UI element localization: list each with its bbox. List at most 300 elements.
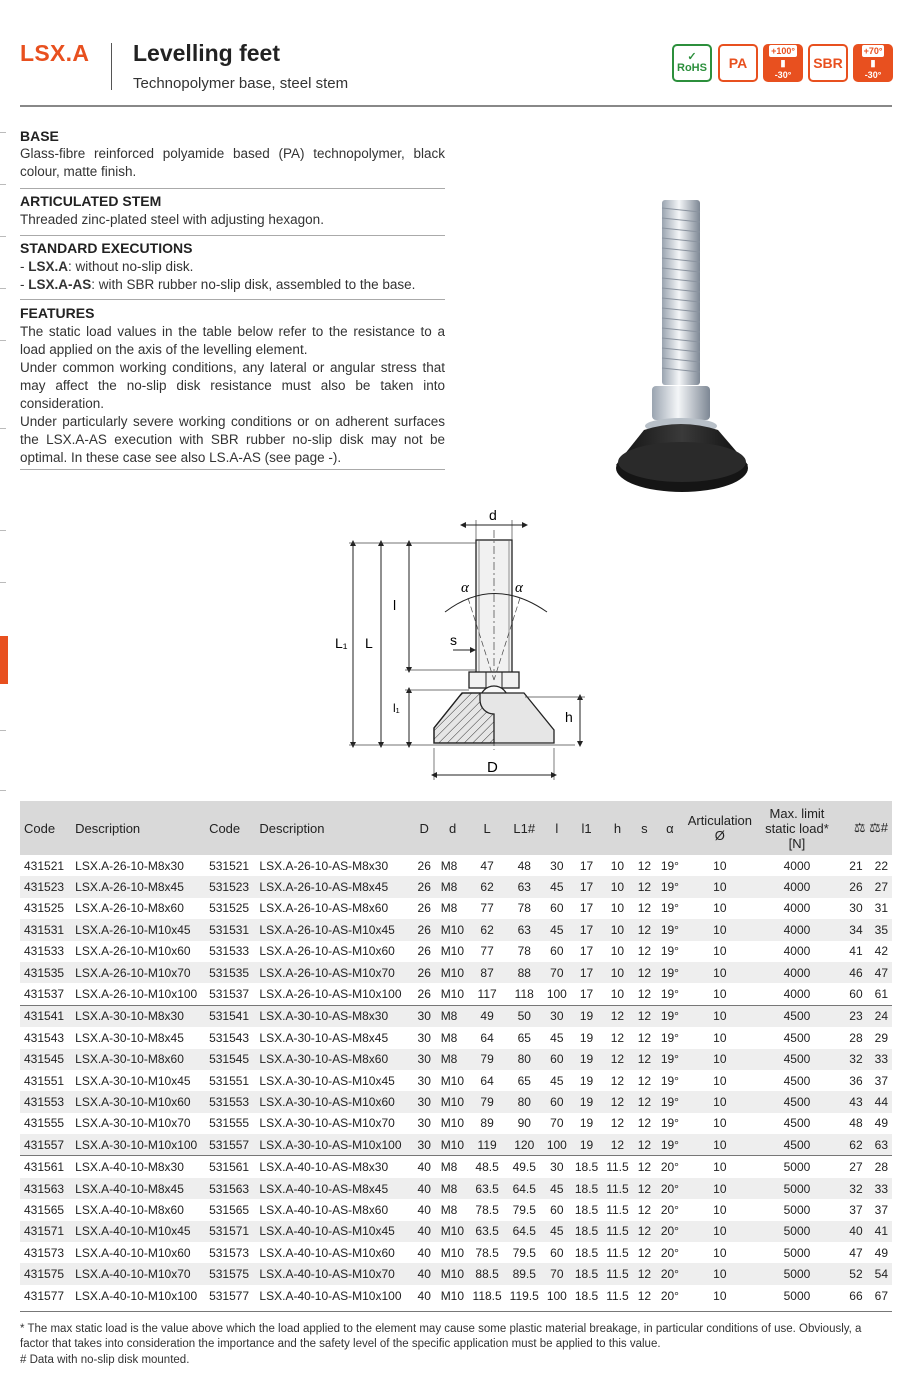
table-cell: 87 [469,962,506,983]
active-section-tab[interactable] [0,636,8,684]
base-heading: BASE [20,128,59,144]
table-cell [838,1070,892,1091]
table-cell: 20° [656,1263,684,1284]
table-cell: M8 [437,876,469,897]
table-cell: 4000 [756,876,838,897]
table-cell: 11.5 [602,1221,632,1242]
temperature-range-badge [763,44,803,82]
table-cell: 431551 [24,1073,65,1088]
table-cell: LSX.A-30-10-AS-M10x45 [259,1073,395,1088]
table-cell: 30 [550,858,564,873]
table-cell: 5000 [783,1245,811,1260]
table-cell: 5000 [756,1156,838,1178]
table-cell: 12 [637,901,652,916]
table-cell: 4500 [756,1091,838,1112]
table-row [20,1285,892,1306]
table-cell: 10 [684,1178,756,1199]
table-cell: 12 [637,987,652,1002]
col-D: D [412,801,437,855]
table-cell: 70 [543,1263,571,1284]
table-cell: 30 [412,1049,437,1070]
table-cell: 17 [579,987,594,1002]
table-cell: 531575 [205,1263,255,1284]
page-subtitle: Technopolymer base, steel stem [133,75,349,92]
table-cell: LSX.A-40-10-M10x45 [71,1221,205,1242]
weight-value: 30 [849,901,863,916]
table-cell: 30 [412,1134,437,1156]
table-row [20,1221,892,1242]
table-cell: LSX.A-26-10-AS-M10x70 [255,962,411,983]
table-row [20,1049,892,1070]
dim-L1-label: L₁ [335,635,348,651]
table-cell: 531537 [209,987,250,1002]
col-d: d [437,801,469,855]
table-cell: LSX.A-40-10-AS-M8x30 [255,1156,411,1178]
table-cell: 20° [656,1178,684,1199]
thermometer-icon: ▮ [780,58,786,68]
table-cell: 4500 [783,1116,811,1131]
features-text-3: Under particularly severe working conditions or on adherent surfaces the LSX.A-AS execution with SBR rubber no-slip disk may not be optimal. In these case see also LS.A-AS (see page -). [20,414,445,465]
table-cell: 19° [656,1005,684,1027]
weight-value-as: 41 [874,1224,888,1239]
table-cell: M10 [437,962,469,983]
dim-alpha-right-label: α [515,580,523,596]
table-cell [838,919,892,940]
table-cell: 17 [571,919,602,940]
table-cell: 60 [550,1245,564,1260]
table-cell: 19 [571,1005,602,1027]
rohs-label: RoHS [677,62,707,74]
table-cell: 431523 [20,876,71,897]
table-cell: M10 [440,1288,465,1303]
table-cell: 117 [477,987,497,1002]
table-cell: LSX.A-30-10-AS-M8x45 [259,1030,389,1045]
table-cell: 26 [412,962,437,983]
weight-value-as: 54 [874,1267,888,1282]
table-cell: 12 [610,1030,625,1045]
table-cell: 10 [684,1221,756,1242]
table-cell: 10 [713,944,727,959]
weight-value: 27 [849,1160,863,1175]
table-cell [838,1156,892,1178]
table-cell: 19° [660,1030,679,1045]
weight-value: 52 [849,1267,863,1282]
header-rule [20,105,892,107]
temp-high-label: +70° [863,46,883,56]
table-cell: 63 [506,919,543,940]
table-cell: 40 [417,1245,431,1260]
table-cell: 10 [713,1030,727,1045]
table-cell: 40 [412,1156,437,1178]
table-cell: 19° [656,1134,684,1156]
table-row [20,1070,892,1091]
table-cell: 12 [633,1156,656,1178]
table-cell: 10 [713,1202,727,1217]
table-cell: 49.5 [506,1156,543,1178]
table-cell: LSX.A-40-10-AS-M8x60 [259,1202,389,1217]
weight-value: 60 [849,987,863,1002]
table-cell: 4500 [756,1134,838,1156]
table-cell: 12 [602,1091,632,1112]
table-cell: 79.5 [512,1245,536,1260]
table-cell: 531557 [205,1134,255,1156]
table-row [20,898,892,919]
index-mark [0,236,6,237]
table-cell: 12 [610,1116,625,1131]
table-row [20,941,892,962]
table-cell: 45 [543,1221,571,1242]
weight-value-as: 37 [874,1202,888,1217]
table-cell: 10 [713,1288,727,1303]
dim-alpha-left-label: α [461,580,469,596]
weight-value: 28 [849,1030,863,1045]
table-cell: 431565 [24,1202,65,1217]
pa-badge [718,44,758,82]
table-cell: M10 [440,987,465,1002]
table-cell: 19° [656,919,684,940]
weight-value-as: 28 [874,1160,888,1175]
product-table [20,801,892,1306]
table-cell: 10 [684,1005,756,1027]
table-cell: 17 [579,944,594,959]
table-row [20,1134,892,1156]
table-cell: LSX.A-26-10-AS-M10x100 [259,987,402,1002]
table-cell: 4000 [783,987,811,1002]
table-cell: 531555 [209,1116,250,1131]
table-row [20,1027,892,1048]
table-cell: 431541 [20,1005,71,1027]
table-cell: 19° [656,1091,684,1112]
table-cell: 64.5 [506,1221,543,1242]
table-cell: 10 [602,876,632,897]
weight-value-as: 24 [874,1009,888,1024]
table-cell: 17 [579,901,594,916]
col-L1: L1# [506,801,543,855]
table-cell: 12 [633,1134,656,1156]
table-cell: 65 [517,1073,531,1088]
table-cell: 12 [602,1005,632,1027]
temp-low-label: -30° [864,70,882,80]
table-cell: LSX.A-30-10-M10x45 [75,1073,191,1088]
weight-value: 47 [849,1245,863,1260]
weight-value-as: 37 [874,1073,888,1088]
weight-value-as: 35 [874,922,888,937]
table-cell: 10 [713,901,727,916]
table-cell: LSX.A-26-10-AS-M10x45 [255,919,411,940]
table-row [20,1263,892,1284]
table-header-row [20,801,892,855]
table-cell [838,898,892,919]
table-cell: 88 [506,962,543,983]
table-cell: 10 [684,1091,756,1112]
weight-value-as: 47 [874,965,888,980]
table-cell [838,1199,892,1220]
table-cell: 10 [602,919,632,940]
table-cell [838,1027,892,1048]
table-cell: 10 [610,858,625,873]
table-row [20,1005,892,1027]
table-cell: M10 [437,919,469,940]
table-cell: 5000 [756,1178,838,1199]
table-cell: LSX.A-40-10-M8x30 [71,1156,205,1178]
table-cell: M10 [437,1263,469,1284]
table-cell: 45 [550,1030,564,1045]
table-cell: 11.5 [602,1263,632,1284]
table-cell: LSX.A-40-10-AS-M10x45 [255,1221,411,1242]
table-cell: 90 [517,1116,531,1131]
table-cell: LSX.A-30-10-AS-M10x100 [255,1134,411,1156]
table-cell: 431573 [24,1245,65,1260]
dim-L-label: L [365,635,373,651]
temperature-range-badge-sbr [853,44,893,82]
table-cell: 4500 [783,1030,811,1045]
execution-item-1: - LSX.A: without no-slip disk. [20,259,194,274]
table-cell: LSX.A-26-10-AS-M8x30 [259,858,389,873]
table-cell: 100 [546,1288,567,1303]
table-row [20,1091,892,1112]
table-cell: 4500 [756,1005,838,1027]
table-cell: 431557 [20,1134,71,1156]
sbr-badge [808,44,848,82]
table-cell: 10 [713,858,727,873]
weight-value: 34 [849,922,863,937]
table-cell: 18.5 [574,1288,599,1303]
dim-s-label: s [450,632,457,648]
index-mark [0,428,6,429]
table-cell: 12 [633,919,656,940]
table-cell: 20° [660,1288,679,1303]
execution-item-2: - LSX.A-AS: with SBR rubber no-slip disk, assembled to the base. [20,277,416,292]
table-cell: 78.5 [475,1202,499,1217]
table-cell: 12 [633,1049,656,1070]
table-row [20,1178,892,1199]
table-cell: 47 [480,858,494,873]
table-cell: 50 [506,1005,543,1027]
table-row [20,919,892,940]
table-cell: 431543 [24,1030,65,1045]
temp-high-label: +100° [771,46,795,56]
product-photo [600,190,770,500]
weight-value-as: 61 [874,987,888,1002]
table-cell: LSX.A-30-10-AS-M8x60 [255,1049,411,1070]
table-cell: 431525 [24,901,65,916]
table-cell: 431535 [20,962,71,983]
table-cell: 26 [412,876,437,897]
table-cell: 19° [660,901,679,916]
sbr-label: SBR [813,55,843,71]
dim-h-label: h [565,709,573,725]
table-cell: 431563 [20,1178,71,1199]
table-cell: 45 [550,1073,564,1088]
table-cell: 45 [543,919,571,940]
table-cell: 10 [684,962,756,983]
table-cell: 10 [610,944,625,959]
table-cell: 10 [684,1156,756,1178]
stem-text: Threaded zinc-plated steel with adjusting hexagon. [20,212,324,227]
col-weight: ⚖ ⚖# [838,801,892,855]
table-cell: M10 [440,1116,465,1131]
table-cell: 80 [506,1049,543,1070]
table-cell: M8 [437,1005,469,1027]
table-cell: 531535 [205,962,255,983]
weight-value-as: 33 [874,1052,888,1067]
table-cell: 64 [480,1073,494,1088]
table-cell: 26 [417,944,431,959]
table-cell: LSX.A-26-10-M10x60 [75,944,191,959]
table-cell: 89.5 [506,1263,543,1284]
table-cell: 12 [637,1288,652,1303]
weight-value-as: 22 [874,858,888,873]
index-mark [0,184,6,185]
table-cell: LSX.A-40-10-M10x60 [75,1245,191,1260]
table-cell: 431531 [20,919,71,940]
table-cell: 64 [480,1030,494,1045]
table-cell: 431533 [24,944,65,959]
table-cell: 20° [660,1245,679,1260]
weight-value-as: 49 [874,1245,888,1260]
table-cell: 118.5 [472,1288,502,1303]
table-cell: 12 [602,1134,632,1156]
table-cell: LSX.A-30-10-AS-M8x30 [255,1005,411,1027]
table-cell: 531531 [205,919,255,940]
table-cell: 26 [417,858,431,873]
weight-value: 32 [849,1181,863,1196]
table-cell: 12 [633,1263,656,1284]
table-cell: LSX.A-26-10-M10x70 [71,962,205,983]
table-cell: 12 [637,1202,652,1217]
table-cell: 4500 [783,1073,811,1088]
table-cell: 45 [543,1178,571,1199]
table-cell: 30 [543,1156,571,1178]
weight-value-as: 44 [874,1094,888,1109]
section-divider [20,469,445,470]
table-cell: 4000 [783,858,811,873]
table-cell: LSX.A-26-10-M8x30 [75,858,184,873]
index-mark [0,790,6,791]
table-cell: 5000 [756,1263,838,1284]
table-cell: 18.5 [571,1178,602,1199]
weight-value: 21 [849,858,863,873]
table-cell: LSX.A-26-10-M8x45 [71,876,205,897]
table-row [20,1199,892,1220]
table-cell: 20° [660,1202,679,1217]
table-cell: 100 [546,987,567,1002]
table-cell: 4000 [756,962,838,983]
features-text-1: The static load values in the table below refer to the resistance to a load applied on the axis of the levelling element. [20,324,445,357]
table-cell: 11.5 [602,1178,632,1199]
table-cell: 12 [633,962,656,983]
table-cell: 19° [660,1073,679,1088]
execution-code: LSX.A [28,259,69,274]
table-cell: 431571 [20,1221,71,1242]
weight-value: 37 [849,1202,863,1217]
table-cell: 11.5 [602,1156,632,1178]
table-cell [838,1134,892,1156]
table-cell: LSX.A-26-10-M10x45 [71,919,205,940]
table-cell: 78 [517,901,531,916]
table-cell: 10 [713,1116,727,1131]
table-cell: 18.5 [571,1156,602,1178]
table-cell: 77 [480,901,494,916]
col-description-as: Description [255,801,411,855]
weight-value-as: 33 [874,1181,888,1196]
table-cell: 12 [633,1178,656,1199]
rohs-badge [672,44,712,82]
table-cell: 60 [543,1049,571,1070]
table-cell: 11.5 [606,1202,629,1217]
table-cell: 11.5 [606,1245,629,1260]
table-row [20,1242,892,1263]
table-cell: 40 [417,1288,431,1303]
index-mark [0,530,6,531]
table-cell: 431555 [24,1116,65,1131]
table-cell: 531561 [205,1156,255,1178]
table-cell: 63.5 [469,1221,506,1242]
table-cell: 19° [660,858,679,873]
weight-value: 26 [849,880,863,895]
table-cell: M8 [440,858,458,873]
table-cell: 531573 [209,1245,250,1260]
table-cell: 60 [543,1091,571,1112]
table-cell: 26 [412,919,437,940]
index-mark [0,582,6,583]
col-max-load: Max. limit static load* [N] [756,801,838,855]
table-cell: LSX.A-30-10-M8x45 [75,1030,184,1045]
table-cell: 26 [417,987,431,1002]
table-cell: 531521 [209,858,250,873]
technical-drawing [325,500,595,785]
product-code: LSX.A [20,40,90,66]
col-l: l [543,801,571,855]
table-cell: 70 [550,1116,564,1131]
table-cell [838,1285,892,1306]
table-cell: 19° [656,876,684,897]
table-cell: LSX.A-40-10-AS-M10x70 [255,1263,411,1284]
table-cell: LSX.A-40-10-M8x45 [71,1178,205,1199]
table-cell: M10 [437,1221,469,1242]
section-divider [20,235,445,236]
table-cell: 19° [656,1049,684,1070]
table-cell: 60 [550,944,564,959]
table-cell: 10 [610,901,625,916]
table-cell: 48.5 [469,1156,506,1178]
table-cell: 120 [506,1134,543,1156]
table-cell: 119 [469,1134,506,1156]
weight-value-as: 27 [874,880,888,895]
dim-d-label: d [489,507,497,523]
table-cell: LSX.A-26-10-AS-M8x45 [255,876,411,897]
table-cell: 531543 [209,1030,250,1045]
col-code-as: Code [205,801,255,855]
table-bottom-rule [20,1311,892,1312]
table-cell: 62 [469,919,506,940]
section-divider [20,299,445,300]
table-cell: 89 [480,1116,494,1131]
weight-value-as: 67 [874,1288,888,1303]
table-cell: 60 [550,1202,564,1217]
table-cell: 17 [579,858,594,873]
index-mark [0,730,6,731]
table-row [20,983,892,1005]
weight-value: 46 [849,965,863,980]
table-cell: 20° [656,1221,684,1242]
col-h: h [602,801,632,855]
weight-value: 41 [849,944,863,959]
table-cell: 119.5 [509,1288,539,1303]
table-cell: M8 [437,1049,469,1070]
table-cell: 19 [579,1073,594,1088]
table-cell: 17 [571,876,602,897]
